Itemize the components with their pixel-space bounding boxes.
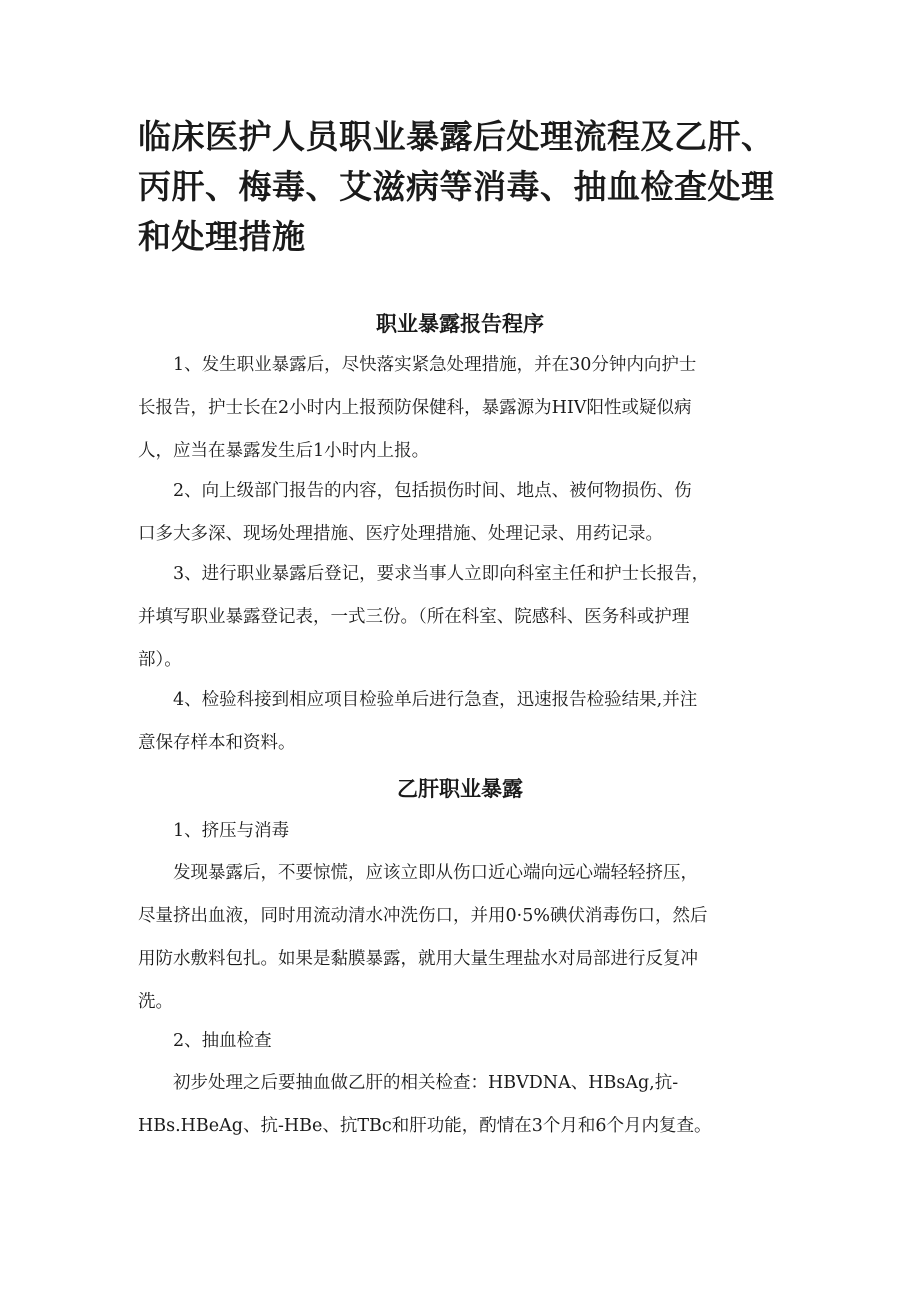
text-line: 1、挤压与消毒 [138,821,290,841]
text-line: 1、发生职业暴露后，尽快落实紧急处理措施，并在30分钟内向护士 [138,355,697,375]
title-line-2: 丙肝、梅毒、艾滋病等消毒、抽血检查处理 [138,167,775,206]
title-line-1: 临床医护人员职业暴露后处理流程及乙肝、 [138,117,775,156]
text-line: HBs.HBeAg、抗-HBe、抗TBc和肝功能，酌情在3个月和6个月内复查。 [138,1116,712,1136]
text-line: 用防水敷料包扎。如果是黏膜暴露，就用大量生理盐水对局部进行反复冲 [138,949,698,969]
text-line: 初步处理之后要抽血做乙肝的相关检查：HBVDNA、HBsAg,抗- [138,1073,679,1093]
paragraph-step-1 [138,344,788,473]
text-line: 部）。 [138,650,182,670]
text-line: 人，应当在暴露发生后1小时内上报。 [138,441,430,461]
item-1-label [138,810,788,853]
section-heading-report-procedure: 职业暴露报告程序 [376,312,544,336]
text-line: 2、向上级部门报告的内容，包括损伤时间、地点、被何物损伤、伤 [138,481,692,501]
document-title [138,112,798,262]
text-line: 尽量挤出血液，同时用流动清水冲洗伤口，并用0·5%碘伏消毒伤口，然后 [138,906,708,926]
text-line: 意保存样本和资料。 [138,733,296,753]
paragraph-blood-test [138,1062,788,1148]
text-line: 2、抽血检查 [138,1031,272,1051]
text-line: 发现暴露后，不要惊慌，应该立即从伤口近心端向远心端轻轻挤压， [138,863,698,883]
item-2-label [138,1020,788,1063]
text-line: 洗。 [138,992,173,1012]
text-line: 4、检验科接到相应项目检验单后进行急查，迅速报告检验结果,并注 [138,690,698,710]
title-line-3: 和处理措施 [138,217,306,256]
paragraph-step-4 [138,679,788,765]
paragraph-step-2 [138,470,788,556]
text-line: 长报告，护士长在2小时内上报预防保健科，暴露源为HIV阳性或疑似病 [138,398,692,418]
section-heading-hepatitis-b: 乙肝职业暴露 [397,777,523,801]
text-line: 口多大多深、现场处理措施、医疗处理措施、处理记录、用药记录。 [138,524,663,544]
paragraph-step-3 [138,553,788,682]
paragraph-squeeze-disinfect [138,852,788,1024]
text-line: 并填写职业暴露登记表，一式三份。（所在科室、院感科、医务科或护理 [138,607,690,627]
text-line: 3、进行职业暴露后登记，要求当事人立即向科室主任和护士长报告， [138,564,710,584]
